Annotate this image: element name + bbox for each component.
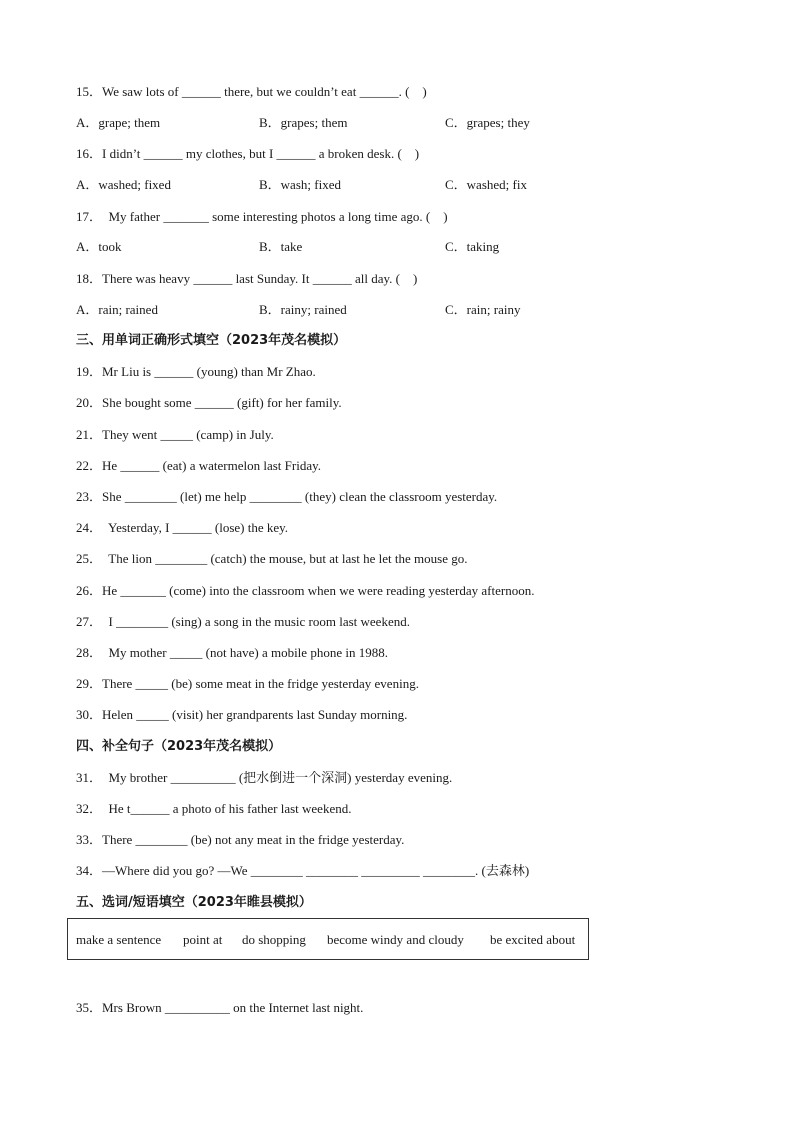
- options-18: [76, 302, 776, 318]
- options-16: [76, 177, 776, 193]
- option-a: A．took: [76, 239, 122, 254]
- question-17: 17． My father _______ some interesting photos a long time ago. ( ): [76, 209, 448, 224]
- question-28: 28． My mother _____ (not have) a mobile phone in 1988.: [76, 645, 388, 660]
- word-bank-item: be excited about: [490, 932, 576, 947]
- question-21: 21．They went _____ (camp) in July.: [76, 427, 274, 442]
- question-34: 34．—Where did you go? —We ________ ________ _________ ________. (去森林): [76, 863, 530, 878]
- word-bank-item: become windy and cloudy: [327, 932, 464, 947]
- question-24: 24． Yesterday, I ______ (lose) the key.: [76, 520, 289, 535]
- word-bank-item: point at: [183, 932, 223, 947]
- question-25: 25． The lion ________ (catch) the mouse, but at last he let the mouse go.: [76, 551, 468, 566]
- option-c: C．taking: [445, 239, 500, 254]
- question-33: 33．There ________ (be) not any meat in the fridge yesterday.: [76, 832, 405, 847]
- question-16: 16．I didn’t ______ my clothes, but I ______ a broken desk. ( ): [76, 146, 420, 161]
- question-15: 15．We saw lots of ______ there, but we couldn’t eat ______. ( ): [76, 84, 427, 99]
- question-32: 32． He t______ a photo of his father last weekend.: [76, 801, 352, 816]
- option-a: A．grape; them: [76, 115, 161, 130]
- word-bank-box: [67, 918, 589, 960]
- question-20: 20．She bought some ______ (gift) for her family.: [76, 395, 342, 410]
- option-c: C．washed; fix: [445, 177, 527, 192]
- option-a: A．rain; rained: [76, 302, 158, 317]
- question-29: 29．There _____ (be) some meat in the fridge yesterday evening.: [76, 676, 419, 691]
- option-c: C．grapes; they: [445, 115, 530, 130]
- section-3-heading: 三、用单词正确形式填空（2023年茂名模拟）: [76, 333, 347, 348]
- question-22: 22．He ______ (eat) a watermelon last Friday.: [76, 458, 322, 473]
- question-19: 19．Mr Liu is ______ (young) than Mr Zhao.: [76, 364, 316, 379]
- word-bank-item: make a sentence: [76, 932, 162, 947]
- question-18: 18．There was heavy ______ last Sunday. It ______ all day. ( ): [76, 271, 418, 286]
- question-30: 30．Helen _____ (visit) her grandparents last Sunday morning.: [76, 707, 408, 722]
- options-15: [76, 115, 776, 131]
- option-b: B．rainy; rained: [259, 302, 347, 317]
- word-bank-item: do shopping: [242, 932, 306, 947]
- question-26: 26．He _______ (come) into the classroom when we were reading yesterday afternoon.: [76, 583, 535, 598]
- options-17: [76, 239, 776, 255]
- question-35: 35．Mrs Brown __________ on the Internet last night.: [76, 1000, 364, 1015]
- question-31: 31． My brother __________ (把水倒进一个深洞) yesterday evening.: [76, 770, 453, 785]
- question-27: 27． I ________ (sing) a song in the music room last weekend.: [76, 614, 410, 629]
- option-b: B．grapes; them: [259, 115, 348, 130]
- option-c: C．rain; rainy: [445, 302, 521, 317]
- option-b: B．wash; fixed: [259, 177, 341, 192]
- option-a: A．washed; fixed: [76, 177, 171, 192]
- option-b: B．take: [259, 239, 303, 254]
- section-5-heading: 五、选词/短语填空（2023年睢县模拟）: [76, 895, 312, 910]
- question-23: 23．She ________ (let) me help ________ (they) clean the classroom yesterday.: [76, 489, 498, 504]
- section-4-heading: 四、补全句子（2023年茂名模拟）: [76, 739, 282, 754]
